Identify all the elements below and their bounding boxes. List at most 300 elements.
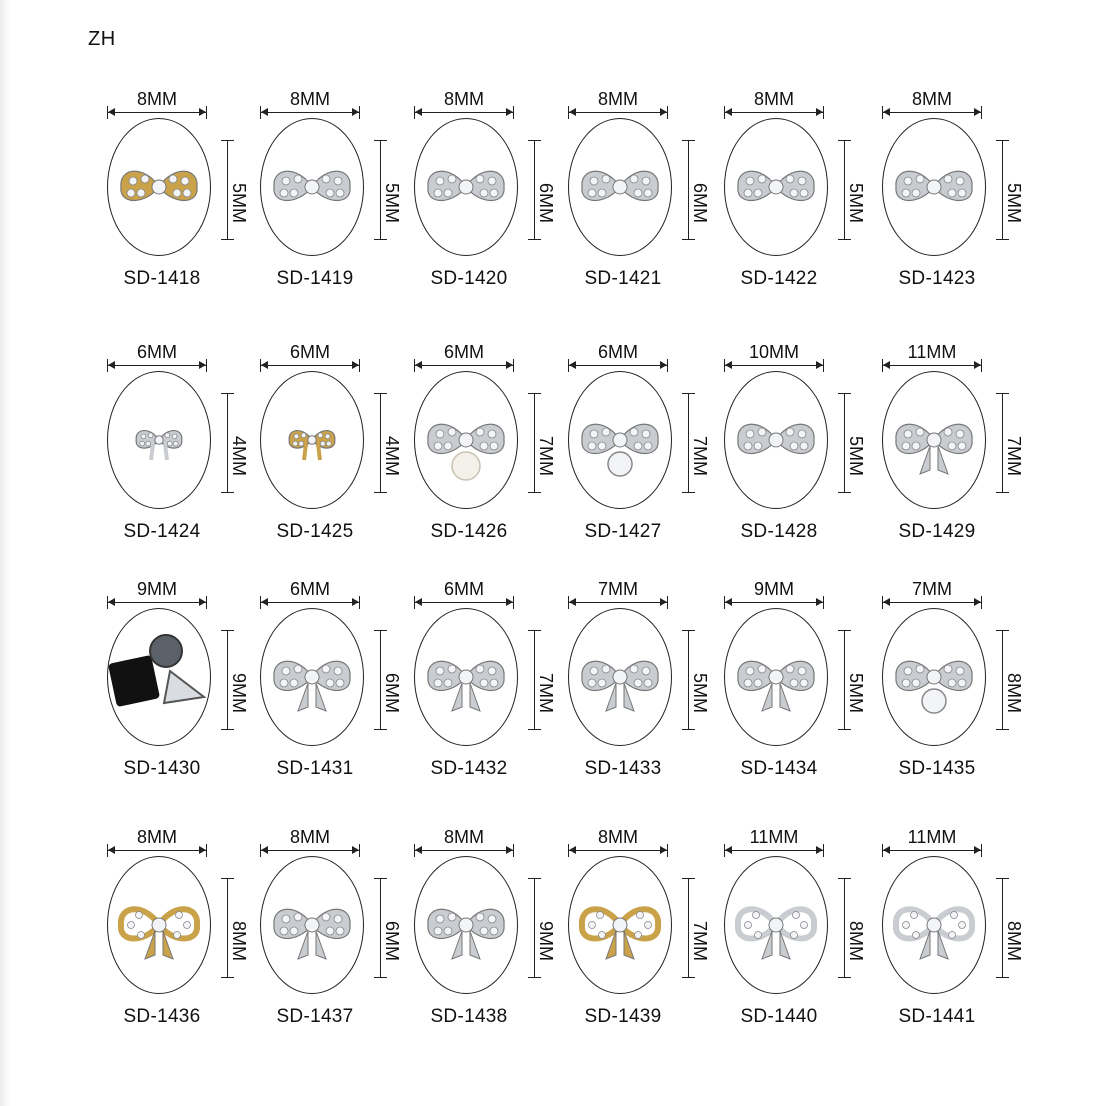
height-dimension-line: [534, 630, 535, 730]
width-label-container: [568, 343, 668, 361]
product-code: SD-1441: [898, 1006, 976, 1027]
width-label-container: [260, 90, 360, 108]
width-dimension-line: [107, 602, 207, 603]
width-label-container: [107, 343, 207, 361]
width-dimension-line: [414, 365, 514, 366]
product-code: SD-1426: [430, 521, 508, 542]
width-label: 6MM: [440, 579, 488, 599]
height-dimension-line: [844, 393, 845, 493]
height-label: 9MM: [536, 921, 556, 961]
width-dimension-line: [260, 365, 360, 366]
height-dimension: [834, 878, 864, 978]
width-dimension-line: [724, 365, 824, 366]
height-dimension-line: [844, 140, 845, 240]
width-dimension: [724, 90, 824, 120]
width-dimension: [107, 580, 207, 610]
height-dimension-line: [688, 140, 689, 240]
height-dimension: [217, 630, 247, 730]
height-dimension-line: [688, 393, 689, 493]
width-label: 11MM: [904, 342, 961, 362]
product-code: SD-1432: [430, 758, 508, 779]
arrow-left-icon: [261, 108, 268, 116]
height-label-container: [230, 181, 248, 225]
product-photo: [882, 608, 986, 746]
width-label-container: [107, 90, 207, 108]
width-dimension: [260, 90, 360, 120]
height-dimension: [992, 140, 1022, 240]
width-dimension-line: [724, 112, 824, 113]
width-label: 6MM: [286, 579, 334, 599]
width-dimension: [882, 343, 982, 373]
height-dimension: [217, 878, 247, 978]
product-code: SD-1437: [276, 1006, 354, 1027]
height-dimension: [217, 140, 247, 240]
product-code: SD-1428: [740, 521, 818, 542]
arrow-right-icon: [974, 598, 981, 606]
width-label: 8MM: [594, 89, 642, 109]
width-dimension: [414, 343, 514, 373]
height-label-container: [847, 919, 865, 963]
height-label: 7MM: [536, 673, 556, 713]
arrow-right-icon: [660, 598, 667, 606]
product-photo: [414, 371, 518, 509]
width-label-container: [724, 828, 824, 846]
product-card: [882, 90, 1022, 320]
height-dimension: [524, 630, 554, 730]
product-code: SD-1430: [123, 758, 201, 779]
product-photo: [260, 856, 364, 994]
width-label-container: [568, 580, 668, 598]
product-photo: [107, 118, 211, 256]
product-photo: [882, 371, 986, 509]
width-dimension-line: [260, 850, 360, 851]
arrow-right-icon: [974, 108, 981, 116]
bow-charm-icon: [883, 119, 985, 255]
height-label-container: [1005, 434, 1023, 478]
width-dimension-line: [107, 850, 207, 851]
arrow-left-icon: [725, 361, 732, 369]
height-dimension: [992, 393, 1022, 493]
bow-charm-icon: [883, 372, 985, 508]
product-card: [568, 343, 708, 573]
arrow-right-icon: [506, 361, 513, 369]
height-label-container: [383, 671, 401, 715]
width-dimension: [107, 828, 207, 858]
height-label: 5MM: [382, 183, 402, 223]
product-card: [882, 343, 1022, 573]
width-dimension: [882, 580, 982, 610]
height-label: 5MM: [1004, 183, 1024, 223]
height-dimension-line: [227, 630, 228, 730]
product-photo: [882, 118, 986, 256]
width-dimension-line: [882, 112, 982, 113]
width-dimension-line: [882, 365, 982, 366]
arrow-right-icon: [816, 846, 823, 854]
product-code: SD-1440: [740, 1006, 818, 1027]
product-card: [882, 580, 1022, 810]
arrow-left-icon: [108, 361, 115, 369]
width-label: 8MM: [594, 827, 642, 847]
product-card: [568, 828, 708, 1058]
width-label: 6MM: [594, 342, 642, 362]
bow-charm-icon: [108, 857, 210, 993]
product-photo: [568, 608, 672, 746]
height-dimension: [370, 140, 400, 240]
height-dimension-line: [688, 630, 689, 730]
arrow-left-icon: [415, 108, 422, 116]
product-photo: [260, 608, 364, 746]
height-dimension-line: [380, 630, 381, 730]
arrow-right-icon: [660, 108, 667, 116]
arrow-left-icon: [108, 598, 115, 606]
product-photo: [260, 118, 364, 256]
product-card: [260, 343, 400, 573]
width-label: 8MM: [286, 89, 334, 109]
width-label: 8MM: [750, 89, 798, 109]
height-label-container: [847, 671, 865, 715]
product-card: [414, 90, 554, 320]
width-dimension-line: [568, 850, 668, 851]
product-code: SD-1422: [740, 268, 818, 289]
height-dimension-line: [844, 878, 845, 978]
arrow-left-icon: [725, 108, 732, 116]
product-photo: [724, 118, 828, 256]
height-dimension: [992, 630, 1022, 730]
height-dimension-line: [1002, 878, 1003, 978]
width-label-container: [568, 90, 668, 108]
height-dimension-line: [534, 393, 535, 493]
arrow-right-icon: [352, 108, 359, 116]
product-photo: [568, 118, 672, 256]
height-dimension: [834, 393, 864, 493]
height-dimension-line: [1002, 140, 1003, 240]
height-label-container: [1005, 181, 1023, 225]
height-dimension: [834, 630, 864, 730]
height-dimension: [524, 140, 554, 240]
bow-charm-icon: [415, 857, 517, 993]
width-dimension: [107, 343, 207, 373]
product-code: SD-1420: [430, 268, 508, 289]
product-card: [724, 90, 864, 320]
height-dimension-line: [534, 140, 535, 240]
height-dimension: [524, 393, 554, 493]
product-card: [724, 828, 864, 1058]
arrow-left-icon: [261, 361, 268, 369]
arrow-right-icon: [352, 361, 359, 369]
arrow-left-icon: [883, 598, 890, 606]
bow-charm-icon: [261, 119, 363, 255]
height-label-container: [691, 181, 709, 225]
width-label: 6MM: [286, 342, 334, 362]
width-label: 7MM: [908, 579, 956, 599]
height-label: 8MM: [1004, 921, 1024, 961]
width-label: 9MM: [750, 579, 798, 599]
height-dimension: [370, 630, 400, 730]
width-label-container: [414, 343, 514, 361]
height-dimension-line: [380, 393, 381, 493]
product-card: [107, 343, 247, 573]
width-dimension: [568, 580, 668, 610]
brand-label: ZH: [88, 28, 116, 50]
height-label: 5MM: [690, 673, 710, 713]
product-code: SD-1439: [584, 1006, 662, 1027]
width-label: 8MM: [133, 89, 181, 109]
width-label: 8MM: [286, 827, 334, 847]
product-photo: [260, 371, 364, 509]
width-label: 11MM: [904, 827, 961, 847]
width-label-container: [882, 343, 982, 361]
height-label-container: [847, 434, 865, 478]
width-dimension-line: [724, 602, 824, 603]
width-dimension: [724, 828, 824, 858]
height-dimension-line: [227, 878, 228, 978]
width-label-container: [882, 828, 982, 846]
arrow-right-icon: [352, 846, 359, 854]
height-label-container: [537, 434, 555, 478]
arrow-left-icon: [569, 361, 576, 369]
height-label: 5MM: [229, 183, 249, 223]
width-dimension-line: [882, 850, 982, 851]
arrow-right-icon: [660, 846, 667, 854]
bow-charm-icon: [883, 857, 985, 993]
height-dimension-line: [688, 878, 689, 978]
height-label: 7MM: [536, 436, 556, 476]
height-dimension-line: [844, 630, 845, 730]
product-card: [107, 580, 247, 810]
width-label: 6MM: [440, 342, 488, 362]
arrow-right-icon: [506, 598, 513, 606]
width-label-container: [414, 828, 514, 846]
height-label: 8MM: [229, 921, 249, 961]
width-label-container: [882, 90, 982, 108]
arrow-left-icon: [883, 108, 890, 116]
bow-charm-icon: [415, 372, 517, 508]
bow-charm-icon: [108, 609, 210, 745]
product-photo: [724, 608, 828, 746]
arrow-right-icon: [199, 108, 206, 116]
product-photo: [107, 608, 211, 746]
arrow-right-icon: [352, 598, 359, 606]
height-dimension: [370, 393, 400, 493]
product-photo: [414, 118, 518, 256]
arrow-left-icon: [108, 846, 115, 854]
width-label-container: [260, 343, 360, 361]
arrow-left-icon: [569, 108, 576, 116]
width-label-container: [107, 828, 207, 846]
width-label-container: [724, 343, 824, 361]
product-card: [414, 580, 554, 810]
height-dimension-line: [227, 393, 228, 493]
product-photo: [107, 371, 211, 509]
width-label: 8MM: [133, 827, 181, 847]
width-label-container: [414, 90, 514, 108]
product-photo: [568, 371, 672, 509]
product-code: SD-1435: [898, 758, 976, 779]
arrow-right-icon: [974, 846, 981, 854]
product-code: SD-1419: [276, 268, 354, 289]
width-dimension: [260, 343, 360, 373]
bow-charm-icon: [261, 857, 363, 993]
width-label: 7MM: [594, 579, 642, 599]
product-photo: [568, 856, 672, 994]
bow-charm-icon: [569, 857, 671, 993]
height-label: 7MM: [690, 436, 710, 476]
product-card: [107, 90, 247, 320]
product-card: [414, 343, 554, 573]
bow-charm-icon: [261, 609, 363, 745]
arrow-left-icon: [883, 846, 890, 854]
width-dimension-line: [568, 112, 668, 113]
product-code: SD-1431: [276, 758, 354, 779]
width-dimension: [882, 828, 982, 858]
width-label: 8MM: [908, 89, 956, 109]
height-dimension-line: [534, 878, 535, 978]
arrow-right-icon: [974, 361, 981, 369]
height-label-container: [691, 671, 709, 715]
height-label: 6MM: [382, 921, 402, 961]
height-label: 7MM: [690, 921, 710, 961]
bow-charm-icon: [725, 119, 827, 255]
arrow-right-icon: [816, 108, 823, 116]
width-dimension: [107, 90, 207, 120]
height-dimension-line: [1002, 393, 1003, 493]
width-dimension-line: [414, 602, 514, 603]
product-code: SD-1421: [584, 268, 662, 289]
product-code: SD-1433: [584, 758, 662, 779]
product-code: SD-1424: [123, 521, 201, 542]
bow-charm-icon: [725, 372, 827, 508]
height-label-container: [383, 919, 401, 963]
arrow-right-icon: [816, 598, 823, 606]
height-label-container: [1005, 671, 1023, 715]
width-dimension: [414, 580, 514, 610]
height-dimension-line: [1002, 630, 1003, 730]
bow-charm-icon: [108, 372, 210, 508]
width-dimension: [260, 580, 360, 610]
height-dimension: [834, 140, 864, 240]
width-dimension: [260, 828, 360, 858]
product-card: [107, 828, 247, 1058]
height-label: 6MM: [690, 183, 710, 223]
arrow-right-icon: [506, 846, 513, 854]
height-label-container: [537, 181, 555, 225]
width-dimension-line: [568, 602, 668, 603]
arrow-left-icon: [261, 846, 268, 854]
product-card: [260, 90, 400, 320]
bow-charm-icon: [569, 372, 671, 508]
width-dimension: [724, 343, 824, 373]
height-dimension-line: [380, 140, 381, 240]
arrow-right-icon: [199, 846, 206, 854]
height-label: 6MM: [382, 673, 402, 713]
product-card: [260, 580, 400, 810]
height-label: 5MM: [846, 436, 866, 476]
height-dimension: [678, 393, 708, 493]
bow-charm-icon: [415, 119, 517, 255]
height-label-container: [383, 181, 401, 225]
width-label-container: [260, 580, 360, 598]
bow-charm-icon: [725, 609, 827, 745]
bow-charm-icon: [883, 609, 985, 745]
width-dimension-line: [107, 365, 207, 366]
arrow-left-icon: [725, 846, 732, 854]
width-label: 6MM: [133, 342, 181, 362]
bow-charm-icon: [261, 372, 363, 508]
width-dimension: [568, 343, 668, 373]
arrow-right-icon: [816, 361, 823, 369]
product-photo: [107, 856, 211, 994]
bow-charm-icon: [108, 119, 210, 255]
height-label-container: [537, 919, 555, 963]
height-dimension-line: [380, 878, 381, 978]
width-label: 8MM: [440, 89, 488, 109]
height-label-container: [691, 434, 709, 478]
product-card: [568, 90, 708, 320]
product-code: SD-1425: [276, 521, 354, 542]
arrow-right-icon: [199, 361, 206, 369]
product-photo: [882, 856, 986, 994]
arrow-left-icon: [415, 846, 422, 854]
product-photo: [414, 608, 518, 746]
arrow-left-icon: [569, 846, 576, 854]
width-dimension: [414, 90, 514, 120]
arrow-left-icon: [261, 598, 268, 606]
height-dimension: [678, 630, 708, 730]
height-label-container: [847, 181, 865, 225]
width-dimension-line: [260, 602, 360, 603]
product-card: [724, 343, 864, 573]
product-card: [260, 828, 400, 1058]
width-dimension: [568, 90, 668, 120]
product-photo: [414, 856, 518, 994]
bow-charm-icon: [415, 609, 517, 745]
width-dimension: [724, 580, 824, 610]
product-code: SD-1427: [584, 521, 662, 542]
product-code: SD-1418: [123, 268, 201, 289]
width-dimension-line: [882, 602, 982, 603]
product-card: [724, 580, 864, 810]
height-dimension: [678, 878, 708, 978]
product-card: [882, 828, 1022, 1058]
height-label: 6MM: [536, 183, 556, 223]
height-label-container: [1005, 919, 1023, 963]
bow-charm-icon: [725, 857, 827, 993]
height-label-container: [691, 919, 709, 963]
height-label: 9MM: [229, 673, 249, 713]
height-dimension: [678, 140, 708, 240]
product-card: [568, 580, 708, 810]
height-label: 8MM: [846, 921, 866, 961]
width-label: 9MM: [133, 579, 181, 599]
height-label-container: [383, 434, 401, 478]
arrow-left-icon: [415, 598, 422, 606]
product-code: SD-1434: [740, 758, 818, 779]
width-label-container: [260, 828, 360, 846]
bow-charm-icon: [569, 119, 671, 255]
height-dimension: [524, 878, 554, 978]
arrow-left-icon: [883, 361, 890, 369]
product-code: SD-1429: [898, 521, 976, 542]
arrow-right-icon: [660, 361, 667, 369]
width-dimension-line: [724, 850, 824, 851]
height-label-container: [230, 434, 248, 478]
width-label-container: [107, 580, 207, 598]
height-dimension-line: [227, 140, 228, 240]
arrow-left-icon: [415, 361, 422, 369]
width-dimension: [568, 828, 668, 858]
product-photo: [724, 371, 828, 509]
height-dimension: [992, 878, 1022, 978]
